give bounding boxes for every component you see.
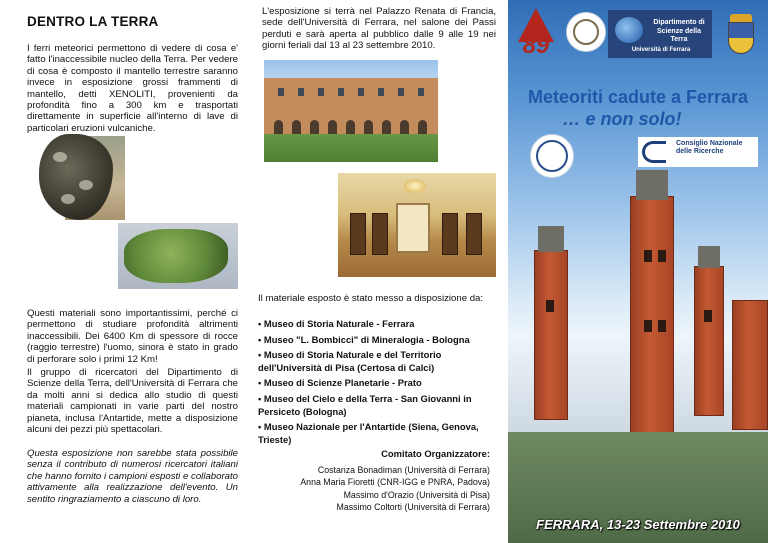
palazzo-courtyard-photo xyxy=(264,60,438,162)
exhibition-hall-photo xyxy=(338,173,496,277)
list-item: • Museo di Storia Naturale e del Territorio dell'Università di Pisa (Certosa di Calci) xyxy=(258,349,442,373)
meteorite-rock-photo xyxy=(39,132,125,222)
list-item: • Museo di Scienze Planetarie - Prato xyxy=(258,377,422,389)
exhibition-info-paragraph: L'esposizione si terrà nel Palazzo Renata di Francia, sede dell'Università di Ferrara, nel salone dei Passi perduti e sarà aperta al pubblico dalle 9 alle 19 nei giorni feriali dal 13 al 23 settembre 2010. xyxy=(262,6,496,52)
organizing-committee xyxy=(258,448,490,514)
department-university: Università di Ferrara xyxy=(631,47,691,53)
committee-member: Massimo Coltorti (Università di Ferrara) xyxy=(336,502,490,513)
committee-member: Anna Maria Fioretti (CNR-IGG e PNRA, Padova) xyxy=(300,477,490,488)
anniversary-logo-icon xyxy=(512,6,560,62)
lenders-heading: Il materiale esposto è stato messo a disposizione da: xyxy=(258,293,484,304)
xenolith-rock-photo xyxy=(118,223,238,289)
cnr-name: Consiglio Nazionale delle Ricerche xyxy=(676,140,743,156)
acknowledgement-paragraph: Questa esposizione non sarebbe stata possibile senza il contributo di numerosi ricercatori italiani che hanno fornito i campioni esposti e collaborato attivamente alla realizzazione dell'evento. Un sentito ringraziamento a ciascuno di loro. xyxy=(27,448,238,505)
cover-panel xyxy=(508,0,768,543)
list-item: • Museo del Cielo e della Terra - San Giovanni in Persiceto (Bologna) xyxy=(258,392,472,417)
list-item: • Museo "L. Bombicci" di Mineralogia - Bologna xyxy=(258,333,470,345)
intro-text: I ferri meteorici permettono di vedere di cosa e' fatto l'inaccessibile nucleo della Terra. Per vedere di cosa è composto il mantello terrestre saranno invece in esposizione grossi frammenti di mantello, detti XENOLITI, provenienti da profondità fino a 300 km e trasportati direttamente in superficie all'interno di lave di particolari eruzioni vulcaniche. xyxy=(27,43,238,134)
department-name: Dipartimento di Scienze della Terra xyxy=(653,19,705,43)
committee-member: Costanza Bonadiman (Università di Ferrara) xyxy=(317,465,490,475)
department-logo xyxy=(608,10,712,58)
intro-paragraph xyxy=(27,43,238,134)
importance-paragraph: Questi materiali sono importantissimi, perché ci permettono di studiare profondità altrimenti inaccessibili. Dei 6400 Km di spessore di rocce (raggio terrestre) l'uomo, sinora è stato in grado di perforare solo i primi 12 Km! xyxy=(27,308,238,365)
section-heading: DENTRO LA TERRA xyxy=(27,14,159,29)
title-line-2: … e non solo! xyxy=(562,109,682,129)
list-item: • Museo di Storia Naturale - Ferrara xyxy=(258,318,415,329)
event-dates: FERRARA, 13-23 Settembre 2010 xyxy=(536,517,740,532)
title-line-1: Meteoriti cadute a Ferrara xyxy=(527,87,749,107)
globe-icon xyxy=(615,17,643,43)
committee-member: Massimo d'Orazio (Università di Pisa) xyxy=(343,489,490,500)
cover-title xyxy=(508,86,768,130)
university-seal-icon xyxy=(566,12,606,52)
anniversary-number: 89 xyxy=(522,32,550,59)
list-item: • Museo Nazionale per l'Antartide (Siena, Genova, Trieste) xyxy=(258,421,479,445)
cnr-mark-icon xyxy=(642,141,666,163)
cnr-logo xyxy=(638,137,758,167)
crest-icon xyxy=(724,14,758,56)
museum-list xyxy=(258,318,502,449)
committee-title: Comitato Organizzatore: xyxy=(381,448,490,459)
research-group-paragraph: Il gruppo di ricercatori del Dipartimento di Scienze della Terra, dell'Università di Ferrara che da molti anni si dedica allo studio di questi materiali campionati in varie parti del nostro pianeta, inclusa l'Antartide, mette a disposizione alcuni dei pezzi più spettacolari. xyxy=(27,367,238,436)
